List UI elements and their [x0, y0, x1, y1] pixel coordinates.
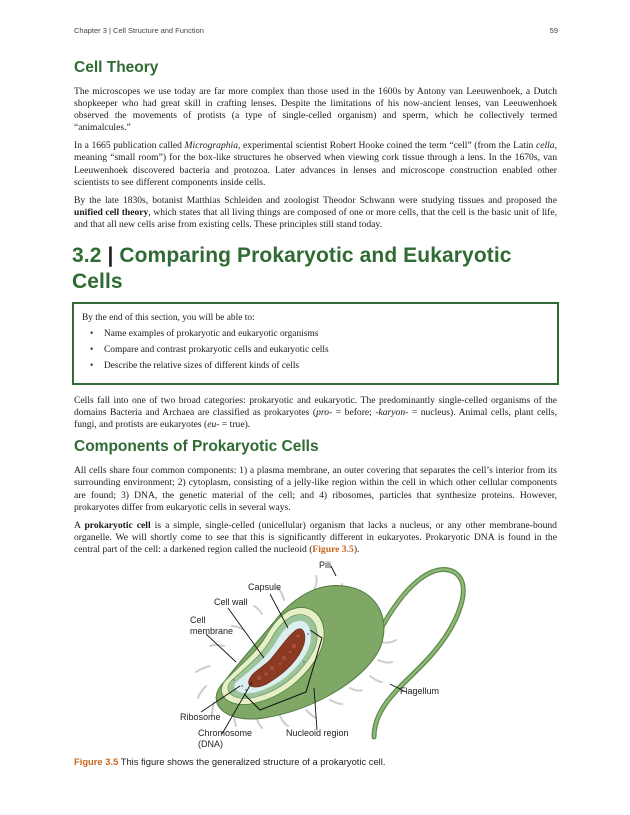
text-run: = before; — [332, 407, 376, 419]
prokaryotic-cell-illustration — [74, 559, 557, 752]
label-cell-membrane-line1: Cell — [190, 614, 206, 625]
components-heading: Components of Prokaryotic Cells — [74, 438, 319, 456]
section-title — [72, 243, 557, 295]
label-cell-membrane-line2: membrane — [190, 625, 234, 636]
label-nucleoid-region: Nucleoid region — [286, 727, 349, 738]
text-run: Cells fall into one of two broad categories: prokaryotic and eukaryotic. The predominantly single-celled organisms of the domains Bacteria and Archaea are classified as prokaryotes ( — [74, 395, 557, 419]
text-run: = nucleus). Animal cells, plant cells, fungi, and protists are eukaryotes ( — [74, 407, 557, 431]
flagellum-icon — [374, 570, 463, 737]
label-cell-wall: Cell wall — [214, 596, 248, 607]
text-run: , experimental scientist Robert Hooke coined the term “cell” (from the Latin — [238, 140, 536, 152]
section-title-text: Comparing Prokaryotic and Eukaryotic Cells — [72, 244, 512, 294]
text-run: = true). — [219, 419, 251, 431]
cell-theory-heading: Cell Theory — [74, 59, 159, 76]
italic-term: pro- — [316, 407, 333, 419]
label-flagellum: Flagellum — [400, 685, 440, 696]
label-pili: Pili — [319, 559, 332, 570]
page-number: 59 — [549, 26, 558, 35]
figure-caption — [74, 756, 557, 767]
label-chromosome-line2: (DNA) — [198, 738, 223, 749]
key-term-unified-cell-theory: unified cell theory — [74, 206, 149, 218]
text-run: By the late 1830s, botanist Matthias Schleiden and zoologist Theodor Schwann were studying tissues and proposed the — [74, 194, 557, 206]
text-run: , which states that all living things are composed of one or more cells, that the cell is the basic unit of life, and that all new cells arise from existing cells. These principles still stand today. — [74, 206, 557, 230]
italic-term: eu- — [207, 419, 220, 431]
objective-item: • Describe the relative sizes of different kinds of cells — [104, 361, 547, 371]
text-run: A — [74, 519, 85, 531]
text-run: In a 1665 publication called — [74, 140, 185, 152]
caption-figure-number: Figure 3.5 — [74, 755, 119, 767]
key-term-prokaryotic-cell: prokaryotic cell — [84, 519, 151, 531]
learning-objectives-box — [72, 302, 559, 385]
text-run: is a simple, single-celled (unicellular) organism that lacks a nucleus, or any other membrane-bound organelle. We will shortly come to see that this is significantly different in eukaryotes. Prokaryotic DNA is found in the central part of the cell: a darkened region called the nucleoid ( — [74, 519, 557, 555]
text-run: ). — [353, 543, 360, 555]
section-separator: | — [107, 244, 114, 268]
running-header — [74, 26, 558, 35]
objectives-list — [82, 329, 547, 371]
text-run: , meaning “small room”) for the box-like structures he observed when viewing cork tissue through a lens. In the 1670s, van Leeuwenhoek discovered bacteria and protozoa. Later advances in lenses and microscope construction enabled other scientists to see different components inside cells. — [74, 140, 557, 188]
components-paragraph-1: All cells share four common components: 1) a plasma membrane, an outer covering that separates the cell’s interior from its surrounding environment; 2) cytoplasm, consisting of a jelly-like region within the cell in which other cellular components are found; 3) DNA, the genetic material of the cell; and 4) ribosomes, particles that synthesize proteins. However, prokaryotes differ from eukaryotic cells in several ways. — [74, 465, 557, 513]
objective-item: • Name examples of prokaryotic and eukaryotic organisms — [104, 329, 547, 339]
cell-theory-paragraph-1: The microscopes we use today are far more complex than those used in the 1600s by Antony van Leeuwenhoek, a Dutch shopkeeper who had great skill in crafting lenses. Despite the limitations of his now-ancient lenses, van Leeuwenhoek observed the movements of protists (a type of single-celled organism) and sperm, which he collectively termed “animalcules.” — [74, 86, 557, 134]
label-chromosome-line1: Chromosome — [198, 727, 253, 738]
components-paragraph-2 — [74, 520, 557, 556]
cell-theory-paragraph-3 — [74, 195, 557, 231]
running-title: Chapter 3 | Cell Structure and Function — [74, 26, 204, 35]
label-capsule: Capsule — [248, 581, 282, 592]
italic-term: -karyon- — [375, 407, 409, 419]
caption-text: This figure shows the generalized structure of a prokaryotic cell. — [118, 755, 386, 767]
page-content — [74, 58, 557, 767]
intro-paragraph — [74, 395, 557, 431]
objective-item: • Compare and contrast prokaryotic cells and eukaryotic cells — [104, 345, 547, 355]
figure-3-5-link[interactable]: Figure 3.5 — [312, 543, 354, 555]
italic-term-micrographia: Micrographia — [184, 140, 239, 152]
italic-term-cella: cella — [535, 140, 555, 152]
label-ribosome: Ribosome — [180, 711, 221, 722]
objectives-intro: By the end of this section, you will be able to: — [82, 313, 255, 324]
section-number: 3.2 — [72, 244, 102, 268]
cell-theory-paragraph-2 — [74, 140, 557, 188]
prokaryotic-cell-figure — [74, 559, 557, 752]
